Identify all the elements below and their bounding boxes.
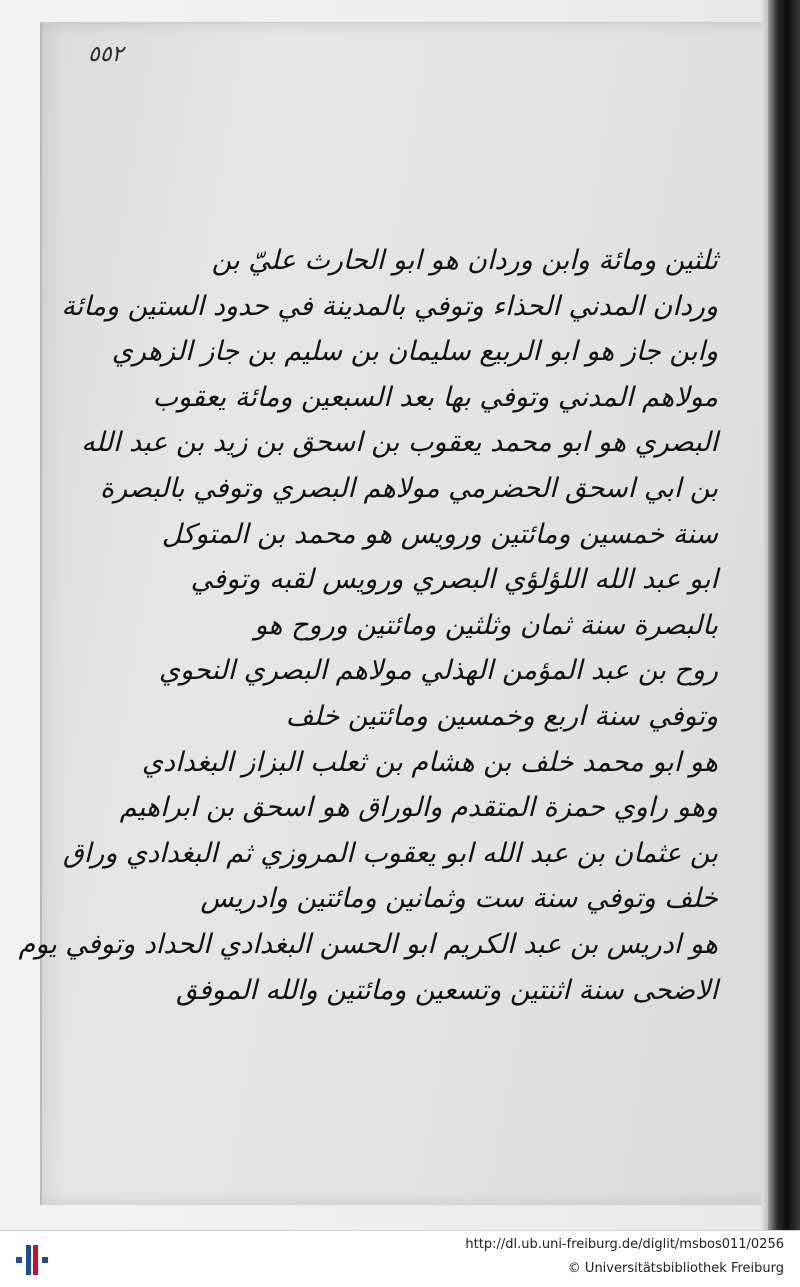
logo-bar-center-blue <box>26 1245 31 1275</box>
text-line: وابن جاز هو ابو الربيع سليمان بن سليم بن جاز الزهري <box>111 336 718 368</box>
text-line: ابو عبد الله اللؤلؤي البصري ورويس لقبه وتوفي <box>190 564 718 596</box>
copyright-text: © Universitätsbibliothek Freiburg <box>567 1261 784 1276</box>
viewer-footer <box>0 1230 800 1287</box>
logo-bar-left <box>16 1257 22 1263</box>
ub-freiburg-logo-icon[interactable] <box>12 1239 52 1279</box>
text-line: وهو راوي حمزة المتقدم والوراق هو اسحق بن ابراهيم <box>119 792 718 824</box>
text-line: هو ادريس بن عبد الكريم ابو الحسن البغدادي الحداد وتوفي يوم <box>18 928 718 960</box>
logo-bar-right <box>42 1257 48 1263</box>
page-number: ٢٥٥ <box>88 42 124 67</box>
text-line: روح بن عبد المؤمن الهذلي مولاهم البصري النحوي <box>158 655 718 687</box>
text-line: بالبصرة سنة ثمان وثلثين ومائتين وروح هو <box>254 609 718 641</box>
text-line: خلف وتوفي سنة ست وثمانين ومائتين وادريس <box>200 883 718 915</box>
text-line: الاضحى سنة اثنتين وتسعين ومائتين والله الموفق <box>176 974 718 1006</box>
text-line: بن ابي اسحق الحضرمي مولاهم البصري وتوفي بالبصرة <box>100 472 718 504</box>
source-url-link[interactable]: http://dl.ub.uni-freiburg.de/diglit/msbos011/0256 <box>465 1237 784 1252</box>
text-line: ثلثين ومائة وابن وردان هو ابو الحارث عليّ بن <box>211 245 718 276</box>
text-line: سنة خمسين ومائتين ورويس هو محمد بن المتوكل <box>161 518 718 550</box>
text-line: مولاهم المدني وتوفي بها بعد السبعين ومائة يعقوب <box>152 381 718 413</box>
logo-bar-center-red <box>33 1245 38 1275</box>
manuscript-text <box>18 238 718 1013</box>
text-line: وتوفي سنة اربع وخمسين ومائتين خلف <box>285 700 718 732</box>
text-line: البصري هو ابو محمد يعقوب بن اسحق بن زيد بن عبد الله <box>81 427 718 459</box>
text-line: وردان المدني الحذاء وتوفي بالمدينة في حدود الستين ومائة <box>61 290 718 322</box>
text-line: هو ابو محمد خلف بن هشام بن ثعلب البزاز البغدادي <box>141 746 718 778</box>
book-binding <box>768 0 800 1230</box>
text-line: بن عثمان بن عبد الله ابو يعقوب المروزي ثم البغدادي وراق <box>62 837 718 869</box>
